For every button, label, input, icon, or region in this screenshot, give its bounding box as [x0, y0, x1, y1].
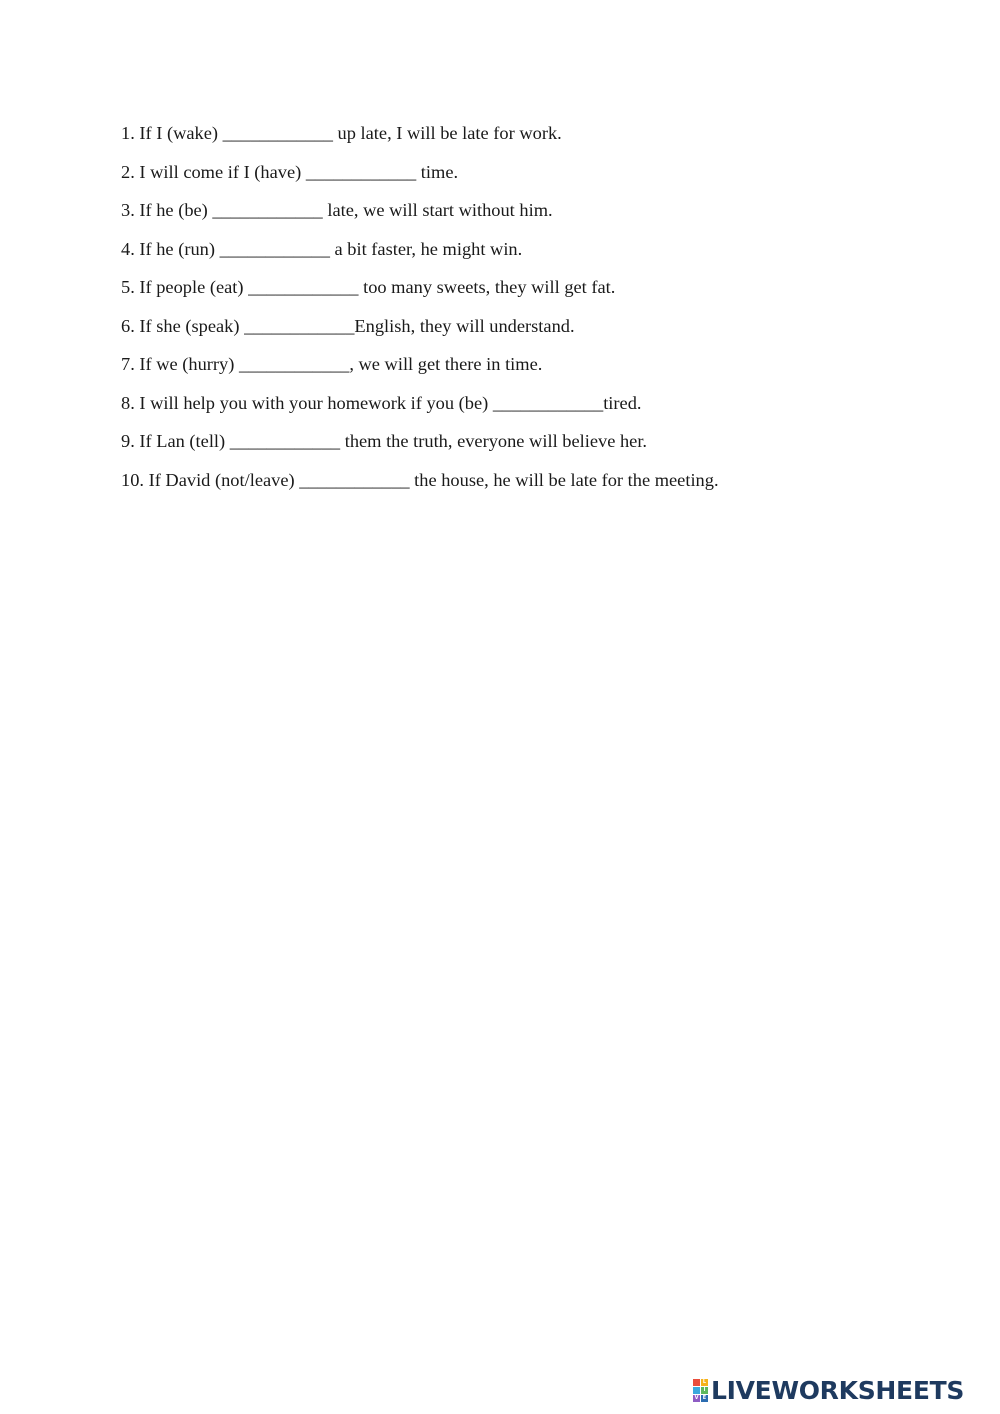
- answer-blank[interactable]: ____________: [229, 431, 341, 451]
- logo-cell-letter-e: E: [702, 1394, 707, 1401]
- logo-cell: [693, 1387, 700, 1394]
- exercise-text-after: , we will get there in time.: [349, 354, 543, 374]
- logo-cell-letter-i: I: [701, 1387, 708, 1394]
- exercise-text-before: 6. If she (speak): [121, 315, 245, 336]
- logo-cell: [693, 1379, 700, 1386]
- exercise-text-before: 4. If he (run): [121, 238, 220, 259]
- exercise-item-8: [121, 388, 921, 427]
- exercise-item-9: [121, 426, 921, 465]
- answer-blank[interactable]: ____________: [222, 123, 333, 143]
- answer-blank[interactable]: ____________: [492, 392, 604, 413]
- exercise-text-before: 10. If David (not/leave): [121, 469, 300, 490]
- exercise-text-before: 2. I will come if I (have): [121, 161, 306, 182]
- exercise-text-after: a bit faster, he might win.: [329, 238, 523, 259]
- answer-blank[interactable]: ____________: [248, 277, 359, 297]
- answer-blank[interactable]: ____________: [238, 354, 350, 374]
- liveworksheets-logo-icon: [693, 1379, 708, 1402]
- exercise-item-1: [121, 118, 921, 157]
- brand-name: LIVEWORKSHEETS: [711, 1375, 965, 1405]
- exercise-text-after: up late, I will be late for work.: [332, 123, 562, 143]
- exercise-text-after: them the truth, everyone will believe her.: [340, 431, 648, 451]
- exercise-item-6: [121, 311, 921, 350]
- exercise-text-before: 1. If I (wake): [121, 123, 223, 143]
- exercise-text-after: English, they will understand.: [354, 315, 575, 336]
- answer-blank[interactable]: ____________: [212, 200, 323, 220]
- answer-blank[interactable]: ____________: [244, 315, 355, 336]
- exercise-text-before: 3. If he (be): [121, 200, 213, 220]
- exercise-text-before: 8. I will help you with your homework if you (be): [121, 392, 493, 413]
- exercise-item-3: [121, 195, 921, 234]
- answer-blank[interactable]: ____________: [219, 238, 330, 259]
- answer-blank[interactable]: ____________: [299, 469, 410, 490]
- exercise-text-after: time.: [416, 161, 459, 182]
- exercise-text-after: tired.: [603, 392, 642, 413]
- exercise-item-4: [121, 234, 921, 273]
- exercise-item-10: [121, 465, 921, 504]
- exercise-item-2: [121, 157, 921, 196]
- exercise-item-5: [121, 272, 921, 311]
- logo-cell-letter-v: V: [694, 1394, 699, 1401]
- exercise-text-after: late, we will start without him.: [322, 200, 553, 220]
- exercise-item-7: [121, 349, 921, 388]
- liveworksheets-logo: [693, 1374, 964, 1406]
- exercise-text-after: the house, he will be late for the meeting.: [409, 469, 719, 490]
- logo-cell-letter-l: L: [702, 1378, 707, 1385]
- answer-blank[interactable]: ____________: [305, 161, 417, 182]
- exercise-text-before: 5. If people (eat): [121, 277, 249, 297]
- exercise-text-before: 7. If we (hurry): [121, 354, 239, 374]
- exercise-list: [121, 118, 921, 503]
- exercise-text-before: 9. If Lan (tell): [121, 431, 230, 451]
- exercise-text-after: too many sweets, they will get fat.: [358, 277, 616, 297]
